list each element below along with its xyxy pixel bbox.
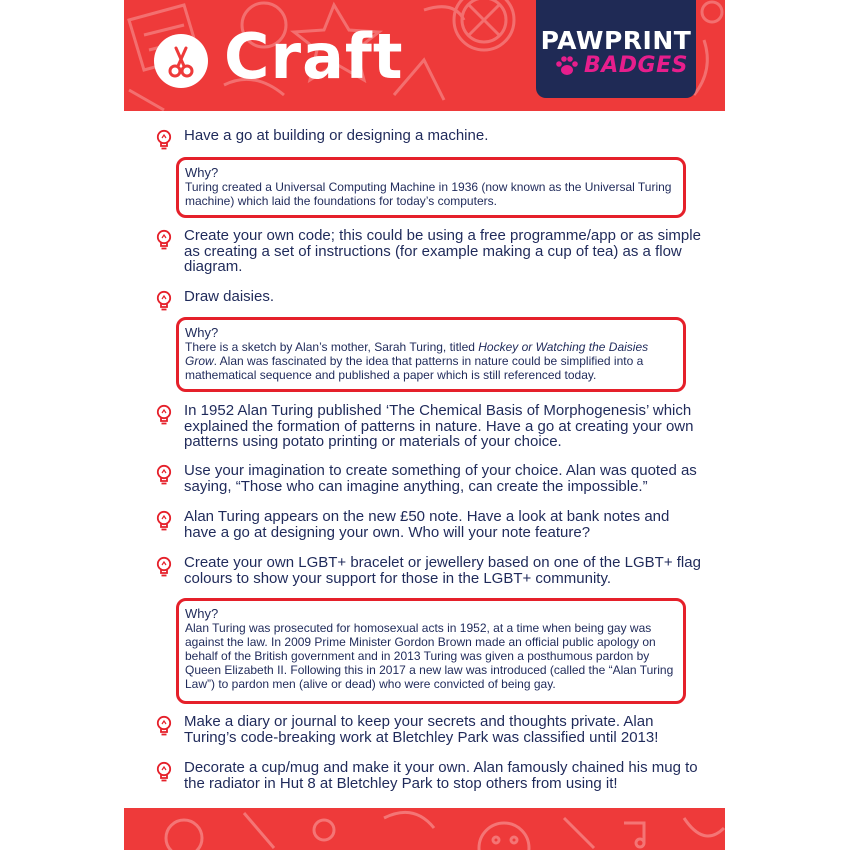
footer-banner <box>124 808 725 850</box>
activity-text: Create your own LGBT+ bracelet or jewellery based on one of the LGBT+ flag colours to show your support for those in the LGBT+ community. <box>184 554 701 587</box>
why-box <box>176 598 686 704</box>
why-text: Turing created a Universal Computing Machine in 1936 (now known as the Universal Turing machine) which laid the foundations for today’s computers. <box>185 180 672 208</box>
brand-name: PAWPRINT <box>540 26 692 55</box>
scissors-logo <box>154 34 208 88</box>
activity-text: Make a diary or journal to keep your secrets and thoughts private. Alan Turing’s code-breaking work at Bletchley Park was classified until 2013! <box>184 713 659 746</box>
why-text-part: There is a sketch by Alan’s mother, Sarah Turing, titled <box>185 340 479 354</box>
activity-text: Use your imagination to create something of your choice. Alan was quoted as saying, “Those who can imagine anything, can create the impossible.” <box>184 462 697 495</box>
activity-text: Decorate a cup/mug and make it your own. Alan famously chained his mug to the radiator in Hut 8 at Bletchley Park to stop others from using it! <box>184 759 698 792</box>
header-banner <box>124 0 725 111</box>
lightbulb-icon <box>154 761 174 783</box>
why-text <box>185 340 677 382</box>
lightbulb-icon <box>154 510 174 532</box>
lightbulb-icon <box>154 464 174 486</box>
lightbulb-icon <box>154 129 174 151</box>
brand-badges: BADGES <box>584 53 688 78</box>
paw-icon <box>554 55 580 77</box>
lightbulb-icon <box>154 229 174 251</box>
brand-sub <box>554 53 694 78</box>
activity-text: Have a go at building or designing a machine. <box>184 127 489 144</box>
why-box <box>176 317 686 392</box>
sketch-title: Hockey or Watching the Daisies Grow <box>185 340 649 368</box>
lightbulb-icon <box>154 715 174 737</box>
activity-text: Draw daisies. <box>184 288 275 305</box>
activity-text: Alan Turing appears on the new £50 note. Have a look at bank notes and have a go at designing your own. Who will your note feature? <box>184 508 670 541</box>
why-heading: Why? <box>185 606 219 621</box>
page-title: Craft <box>224 20 404 93</box>
why-heading: Why? <box>185 325 219 340</box>
why-text-part: . Alan was fascinated by the idea that patterns in nature could be simplified into a mathematical sequence and published a paper which is still referenced today. <box>185 354 644 382</box>
activity-text: Create your own code; this could be using a free programme/app or as simple as creating a set of instructions (for example making a cup of tea) as a flow diagram. <box>184 227 701 275</box>
why-text: Alan Turing was prosecuted for homosexual acts in 1952, at a time when being gay was against the law. In 2009 Prime Minister Gordon Brown made an official public apology on behalf of the British government and in 2013 Turing was given a posthumous pardon by Queen Elizabeth II. Following this in 2017 a new law was introduced (called the “Alan Turing Law”) to pardon men (alive or dead) who were convicted of being gay. <box>185 621 674 691</box>
why-box <box>176 157 686 218</box>
activity-text: In 1952 Alan Turing published ‘The Chemical Basis of Morphogenesis’ which explained the formation of patterns in nature. Have a go at creating your own patterns using potato printing or materials of your choice. <box>184 402 694 450</box>
scissors-icon <box>162 42 200 80</box>
pawprint-badges-logo <box>536 0 696 98</box>
page <box>124 0 725 850</box>
lightbulb-icon <box>154 290 174 312</box>
footer-doodles <box>124 808 725 850</box>
why-heading: Why? <box>185 165 219 180</box>
lightbulb-icon <box>154 556 174 578</box>
lightbulb-icon <box>154 404 174 426</box>
